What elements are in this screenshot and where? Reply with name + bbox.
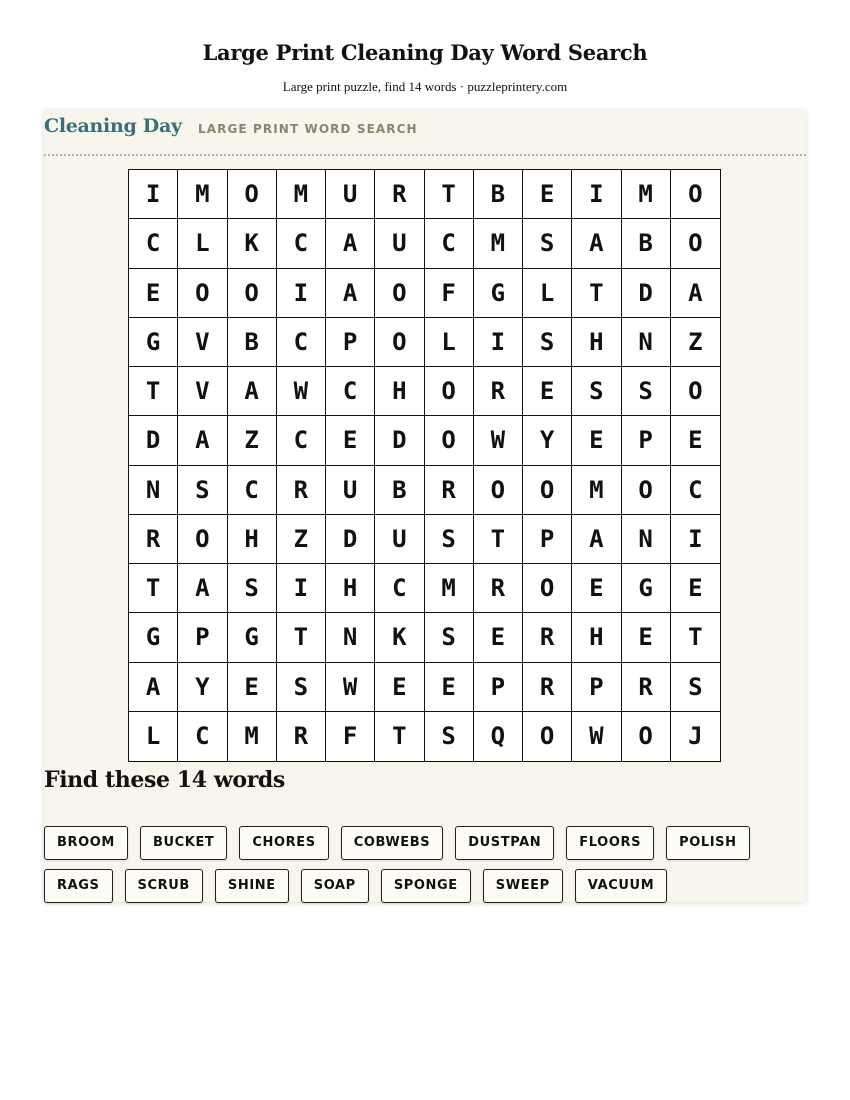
puzzle-card	[44, 110, 806, 902]
grid-cell[interactable]: A	[178, 564, 227, 613]
grid-cell[interactable]: P	[572, 663, 621, 712]
grid-cell[interactable]: W	[277, 367, 326, 416]
grid-cell[interactable]: K	[228, 219, 277, 268]
grid-cell[interactable]: O	[178, 515, 227, 564]
page-subtitle: Large print puzzle, find 14 words · puzzleprintery.com	[282, 79, 568, 94]
word-chip-scrub[interactable]: SCRUB	[125, 869, 203, 903]
grid-cell[interactable]: U	[375, 515, 424, 564]
grid-cell[interactable]: R	[474, 367, 523, 416]
grid-cell[interactable]: A	[326, 269, 375, 318]
word-chip-dustpan[interactable]: DUSTPAN	[455, 826, 554, 860]
grid-cell[interactable]: T	[425, 170, 474, 219]
grid-cell[interactable]: D	[622, 269, 671, 318]
grid-cell[interactable]: E	[572, 416, 621, 465]
grid-cell[interactable]: R	[425, 466, 474, 515]
grid-cell[interactable]: C	[129, 219, 178, 268]
word-chip-broom[interactable]: BROOM	[44, 826, 128, 860]
grid-cell[interactable]: M	[228, 712, 277, 761]
grid-cell[interactable]: S	[425, 613, 474, 662]
grid-cell[interactable]: D	[129, 416, 178, 465]
grid-cell[interactable]: T	[474, 515, 523, 564]
grid-cell[interactable]: S	[523, 318, 572, 367]
grid-cell[interactable]: A	[671, 269, 720, 318]
grid-cell[interactable]: S	[425, 515, 474, 564]
grid-cell[interactable]: E	[572, 564, 621, 613]
grid-cell[interactable]: O	[523, 712, 572, 761]
grid-cell[interactable]: H	[326, 564, 375, 613]
grid-cell[interactable]: E	[425, 663, 474, 712]
grid-cell[interactable]: W	[572, 712, 621, 761]
grid-cell[interactable]: P	[474, 663, 523, 712]
grid-cell[interactable]: R	[523, 613, 572, 662]
grid-cell[interactable]: M	[572, 466, 621, 515]
card-title: Cleaning Day	[44, 115, 182, 137]
grid-cell[interactable]: D	[375, 416, 424, 465]
grid-cell[interactable]: M	[425, 564, 474, 613]
word-chip-bucket[interactable]: BUCKET	[140, 826, 227, 860]
grid-cell[interactable]: C	[425, 219, 474, 268]
grid-cell[interactable]: E	[671, 564, 720, 613]
grid-cell[interactable]: E	[523, 170, 572, 219]
grid-cell[interactable]: H	[228, 515, 277, 564]
grid-cell[interactable]: N	[622, 318, 671, 367]
grid-cell[interactable]: N	[129, 466, 178, 515]
card-header	[44, 110, 806, 156]
grid-cell[interactable]: H	[572, 318, 621, 367]
letter-grid	[128, 169, 721, 762]
grid-cell[interactable]: N	[326, 613, 375, 662]
grid-cell[interactable]: S	[277, 663, 326, 712]
grid-cell[interactable]: R	[277, 466, 326, 515]
grid-cell[interactable]: B	[474, 170, 523, 219]
grid-cell[interactable]: R	[622, 663, 671, 712]
grid-cell[interactable]: C	[671, 466, 720, 515]
grid-cell[interactable]: T	[129, 367, 178, 416]
grid-cell[interactable]: D	[326, 515, 375, 564]
grid-cell[interactable]: H	[375, 367, 424, 416]
grid-cell[interactable]: C	[326, 367, 375, 416]
grid-cell[interactable]: H	[572, 613, 621, 662]
grid-cell[interactable]: C	[178, 712, 227, 761]
grid-cell[interactable]: U	[375, 219, 424, 268]
grid-cell[interactable]: B	[228, 318, 277, 367]
grid-cell[interactable]: T	[572, 269, 621, 318]
word-chip-chores[interactable]: CHORES	[239, 826, 328, 860]
word-chip-rags[interactable]: RAGS	[44, 869, 113, 903]
word-chip-sweep[interactable]: SWEEP	[483, 869, 563, 903]
grid-cell[interactable]: I	[572, 170, 621, 219]
grid-cell[interactable]: A	[129, 663, 178, 712]
card-kicker: LARGE PRINT WORD SEARCH	[198, 122, 418, 136]
grid-cell[interactable]: A	[228, 367, 277, 416]
grid-cell[interactable]: T	[277, 613, 326, 662]
grid-cell[interactable]: E	[474, 613, 523, 662]
grid-cell[interactable]: F	[326, 712, 375, 761]
grid-cell[interactable]: C	[277, 219, 326, 268]
grid-cell[interactable]: L	[178, 219, 227, 268]
grid-cell[interactable]: G	[129, 613, 178, 662]
grid-cell[interactable]: A	[178, 416, 227, 465]
grid-cell[interactable]: S	[228, 564, 277, 613]
grid-cell[interactable]: I	[129, 170, 178, 219]
grid-cell[interactable]: P	[326, 318, 375, 367]
grid-cell[interactable]: C	[375, 564, 424, 613]
grid-cell[interactable]: A	[572, 515, 621, 564]
word-chip-sponge[interactable]: SPONGE	[381, 869, 471, 903]
grid-cell[interactable]: R	[375, 170, 424, 219]
grid-cell[interactable]: P	[622, 416, 671, 465]
grid-cell[interactable]: B	[622, 219, 671, 268]
grid-cell[interactable]: O	[622, 712, 671, 761]
grid-cell[interactable]: U	[326, 466, 375, 515]
grid-cell[interactable]: J	[688, 722, 703, 751]
grid-cell[interactable]: R	[474, 564, 523, 613]
grid-cell[interactable]: Y	[178, 663, 227, 712]
grid-cell[interactable]: K	[375, 613, 424, 662]
grid-cell[interactable]: O	[425, 416, 474, 465]
grid-cell[interactable]: R	[129, 515, 178, 564]
grid-cell[interactable]: Q	[474, 712, 523, 761]
grid-cell[interactable]: E	[228, 663, 277, 712]
grid-cell[interactable]: L	[425, 318, 474, 367]
grid-cell[interactable]: G	[228, 613, 277, 662]
grid-cell[interactable]: I	[671, 515, 720, 564]
word-chip-polish[interactable]: POLISH	[666, 826, 750, 860]
grid-cell[interactable]: E	[375, 663, 424, 712]
grid-cell[interactable]: I	[277, 564, 326, 613]
grid-cell[interactable]: M	[178, 170, 227, 219]
grid-cell[interactable]: I	[474, 318, 523, 367]
grid-cell[interactable]: O	[671, 219, 720, 268]
grid-cell[interactable]: O	[523, 466, 572, 515]
grid-cell[interactable]: M	[622, 170, 671, 219]
grid-cell[interactable]: C	[277, 416, 326, 465]
grid-cell[interactable]: P	[178, 613, 227, 662]
grid-cell[interactable]: L	[523, 269, 572, 318]
grid-cell[interactable]: O	[622, 466, 671, 515]
grid-cell[interactable]: S	[425, 712, 474, 761]
grid-cell[interactable]: Z	[671, 318, 720, 367]
grid-cell[interactable]: O	[375, 269, 424, 318]
grid-cell[interactable]: T	[671, 613, 720, 662]
grid-cell[interactable]: O	[228, 269, 277, 318]
grid-cell[interactable]: G	[622, 564, 671, 613]
grid-cell[interactable]: Y	[523, 416, 572, 465]
grid-cell[interactable]: C	[277, 318, 326, 367]
grid-cell[interactable]: P	[523, 515, 572, 564]
grid-cell[interactable]: O	[474, 466, 523, 515]
grid-cell[interactable]: S	[523, 219, 572, 268]
word-chip-soap[interactable]: SOAP	[301, 869, 369, 903]
grid-cell[interactable]: W	[474, 416, 523, 465]
grid-cell[interactable]: O	[375, 318, 424, 367]
grid-cell[interactable]: E	[671, 416, 720, 465]
grid-cell[interactable]: A	[572, 219, 621, 268]
word-chip-floors[interactable]: FLOORS	[566, 826, 654, 860]
grid-cell[interactable]: M	[277, 170, 326, 219]
grid-cell[interactable]: C	[228, 466, 277, 515]
grid-cell[interactable]: T	[375, 712, 424, 761]
grid-cell[interactable]: R	[277, 712, 326, 761]
grid-cell[interactable]: O	[671, 367, 720, 416]
grid-cell[interactable]: M	[474, 219, 523, 268]
grid-cell[interactable]: E	[622, 613, 671, 662]
page-title: Large Print Cleaning Day Word Search	[202, 40, 648, 65]
grid-cell[interactable]: O	[228, 170, 277, 219]
word-chip-shine[interactable]: SHINE	[215, 869, 289, 903]
grid-cell[interactable]: V	[178, 367, 227, 416]
grid-cell[interactable]: S	[671, 663, 720, 712]
grid-cell[interactable]: T	[129, 564, 178, 613]
grid-cell[interactable]: S	[178, 466, 227, 515]
grid-cell[interactable]: S	[572, 367, 621, 416]
grid-cell[interactable]: S	[622, 367, 671, 416]
grid-cell[interactable]: F	[425, 269, 474, 318]
grid-cell[interactable]: O	[671, 170, 720, 219]
grid-cell[interactable]: E	[326, 416, 375, 465]
grid-cell[interactable]: G	[129, 318, 178, 367]
grid-cell[interactable]: L	[129, 712, 178, 761]
grid-cell[interactable]: I	[277, 269, 326, 318]
grid-cell[interactable]: O	[425, 367, 474, 416]
grid-cell[interactable]: O	[523, 564, 572, 613]
grid-cell[interactable]: O	[178, 269, 227, 318]
word-list	[44, 826, 784, 903]
grid-cell[interactable]: G	[474, 269, 523, 318]
grid-cell[interactable]: Z	[277, 515, 326, 564]
grid-cell[interactable]: V	[178, 318, 227, 367]
word-chip-vacuum[interactable]: VACUUM	[575, 869, 667, 903]
grid-cell[interactable]: E	[129, 269, 178, 318]
grid-cell[interactable]: B	[375, 466, 424, 515]
grid-cell[interactable]: U	[326, 170, 375, 219]
word-chip-cobwebs[interactable]: COBWEBS	[341, 826, 443, 860]
grid-cell[interactable]: E	[523, 367, 572, 416]
words-heading: Find these 14 words	[44, 767, 285, 793]
grid-cell[interactable]: N	[622, 515, 671, 564]
grid-cell[interactable]: Z	[228, 416, 277, 465]
grid-cell[interactable]: W	[326, 663, 375, 712]
grid-cell[interactable]: R	[523, 663, 572, 712]
grid-cell[interactable]: A	[326, 219, 375, 268]
